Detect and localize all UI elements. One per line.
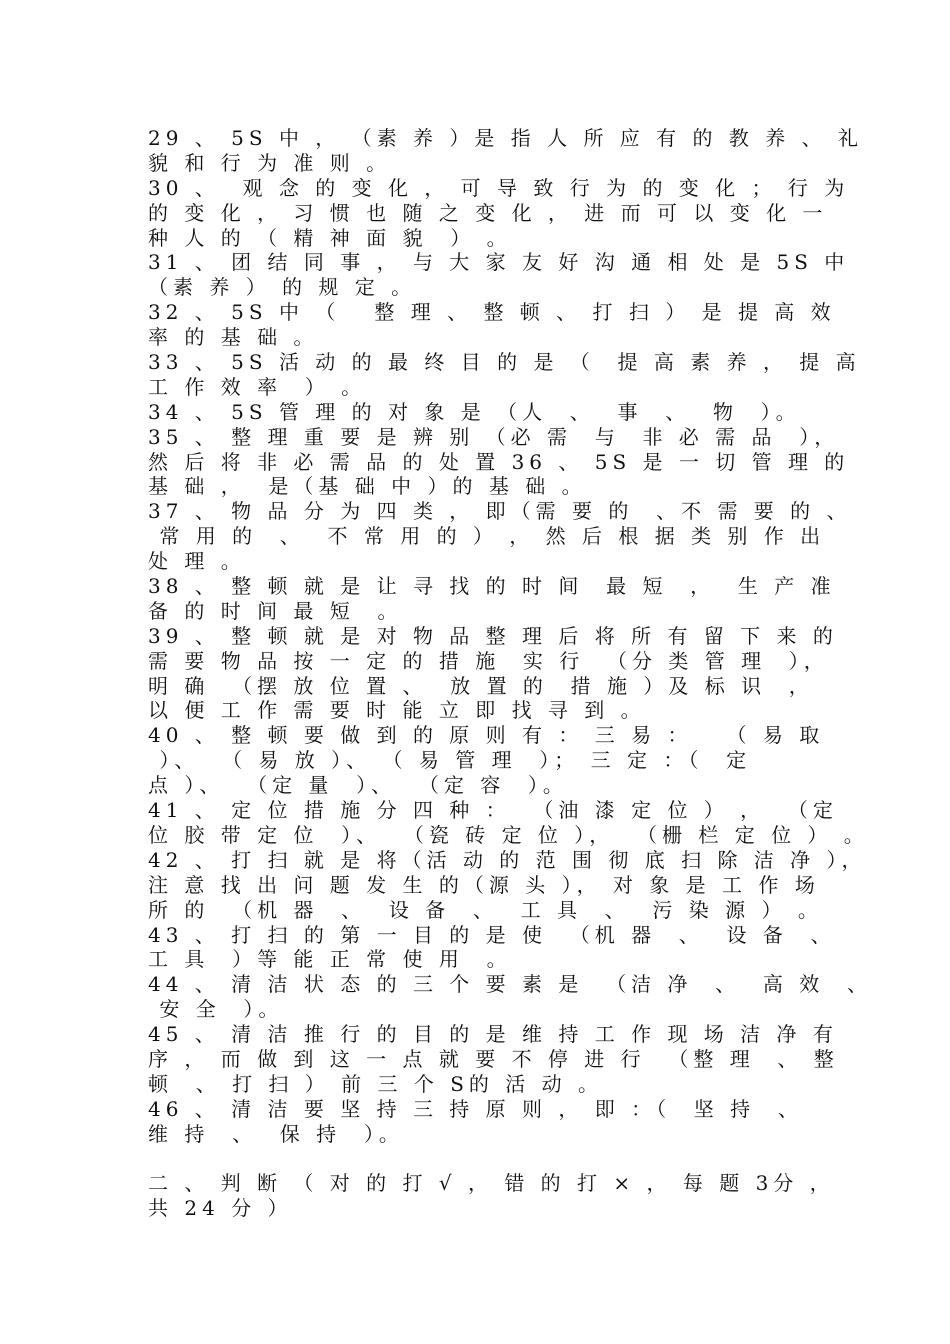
text-line: 46 、 清 洁 要 坚 持 三 持 原 则 ， 即 ：（ 坚 持 、 bbox=[148, 1096, 803, 1121]
text-line: 安 全 ）。 bbox=[148, 997, 284, 1022]
text-line: 30 、 观 念 的 变 化 ， 可 导 致 行 为 的 变 化 ； 行 为 bbox=[148, 175, 850, 200]
text-line: 33 、 5S 活 动 的 最 终 目 的 是 （ 提 高 素 养 ， 提 高 bbox=[148, 350, 861, 375]
text-line: 工 作 效 率 ） 。 bbox=[148, 374, 367, 399]
text-line: 工 具 ）等 能 正 常 使 用 。 bbox=[148, 947, 512, 972]
text-line: 率 的 基 础 。 bbox=[148, 325, 319, 350]
text-line: 以 便 工 作 需 要 时 能 立 即 找 寻 到 。 bbox=[148, 698, 646, 723]
text-line: 常 用 的 、 不 常 用 的 ） ， 然 后 根 据 类 别 作 出 bbox=[148, 524, 826, 549]
text-line: 注 意 找 出 问 题 发 生 的（源 头 ）， 对 象 是 工 作 场 bbox=[148, 872, 820, 897]
text-line: 顿 、 打 扫 ） 前 三 个 S的 活 动 。 bbox=[148, 1071, 603, 1096]
text-line: 39 、 整 顿 就 是 对 物 品 整 理 后 将 所 有 留 下 来 的 bbox=[148, 623, 838, 648]
text-line: 38 、 整 顿 就 是 让 寻 找 的 时 间 最 短 ， 生 产 准 bbox=[148, 574, 836, 599]
text-line: 32 、 5S 中 （ 整 理 、 整 顿 、 打 扫 ） 是 提 高 效 bbox=[148, 300, 836, 325]
text-line: 45 、 清 洁 推 行 的 目 的 是 维 持 工 作 现 场 洁 净 有 bbox=[148, 1022, 838, 1047]
text-line: 40 、 整 顿 要 做 到 的 原 则 有 ： 三 易 ： （ 易 取 bbox=[148, 723, 825, 748]
section-heading-line: 共 24 分 ） bbox=[148, 1196, 293, 1221]
text-line: 序 ， 而 做 到 这 一 点 就 要 不 停 进 行 （整 理 、 整 bbox=[148, 1046, 839, 1071]
text-line: （素 养 ） 的 规 定 。 bbox=[148, 275, 417, 300]
text-line: 备 的 时 间 最 短 。 bbox=[148, 598, 403, 623]
text-line: 维 持 、 保 持 ）。 bbox=[148, 1121, 404, 1146]
section-heading bbox=[148, 1171, 835, 1221]
text-line: 29 、 5S 中 ， （素 养 ）是 指 人 所 应 有 的 教 养 、 礼 bbox=[148, 126, 863, 150]
text-line: 43 、 打 扫 的 第 一 目 的 是 使 （机 器 、 设 备 、 bbox=[148, 922, 836, 947]
text-line: 然 后 将 非 必 需 品 的 处 置 36 、 5S 是 一 切 管 理 的 bbox=[148, 449, 850, 474]
text-line: 明 确 （摆 放 位 置 、 放 置 的 措 施 ）及 标 识 ， bbox=[148, 673, 814, 698]
text-line: 位 胶 带 定 位 ）、 （瓷 砖 定 位 ）， （栅 栏 定 位 ） 。 bbox=[148, 822, 869, 847]
blank-line bbox=[148, 1147, 828, 1172]
text-line: 44 、 清 洁 状 态 的 三 个 要 素 是 （洁 净 、 高 效 、 bbox=[148, 972, 872, 997]
text-line: 所 的 （机 器 、 设 备 、 工 具 、 污 染 源 ） 。 bbox=[148, 897, 823, 922]
text-line: 31 、 团 结 同 事 ， 与 大 家 友 好 沟 通 相 处 是 5S 中 bbox=[148, 250, 850, 275]
text-line: 42 、 打 扫 就 是 将（活 动 的 范 围 彻 底 扫 除 洁 净 ）， bbox=[148, 847, 867, 872]
question-list bbox=[148, 126, 872, 1147]
text-line: 点 ）、 （定 量 ）、 （定 容 ）。 bbox=[148, 773, 568, 798]
text-line: 处 理 。 bbox=[148, 549, 246, 574]
text-line: 貌 和 行 为 准 则 。 bbox=[148, 150, 392, 175]
text-line: 种 人 的 （ 精 神 面 貌 ） 。 bbox=[148, 225, 512, 250]
text-line: ）、 （ 易 放 ）、 （ 易 管 理 ）； 三 定 ：（ 定 bbox=[148, 748, 752, 773]
text-line: 37 、 物 品 分 为 四 类 ， 即（需 要 的 、不 需 要 的 、 bbox=[148, 499, 852, 524]
text-line: 41 、 定 位 措 施 分 四 种 ： （油 漆 定 位 ） ， （定 bbox=[148, 798, 838, 823]
text-line: 需 要 物 品 按 一 定 的 措 施 实 行 （分 类 管 理 ）， bbox=[148, 648, 829, 673]
text-line: 的 变 化 ， 习 惯 也 随 之 变 化 ， 进 而 可 以 变 化 一 bbox=[148, 200, 828, 225]
text-line: 35 、 整 理 重 要 是 辨 别 （必 需 与 非 必 需 品 ）， bbox=[148, 424, 840, 449]
text-line: 基 础 ， 是（基 础 中 ）的 基 础 。 bbox=[148, 474, 587, 499]
section-heading-line: 二 、 判 断 （ 对 的 打 √ ， 错 的 打 × ， 每 题 3分 ， bbox=[148, 1171, 835, 1196]
text-line: 34 、 5S 管 理 的 对 象 是 （人 、 事 、 物 ）。 bbox=[148, 399, 801, 424]
document-page bbox=[148, 126, 872, 1221]
